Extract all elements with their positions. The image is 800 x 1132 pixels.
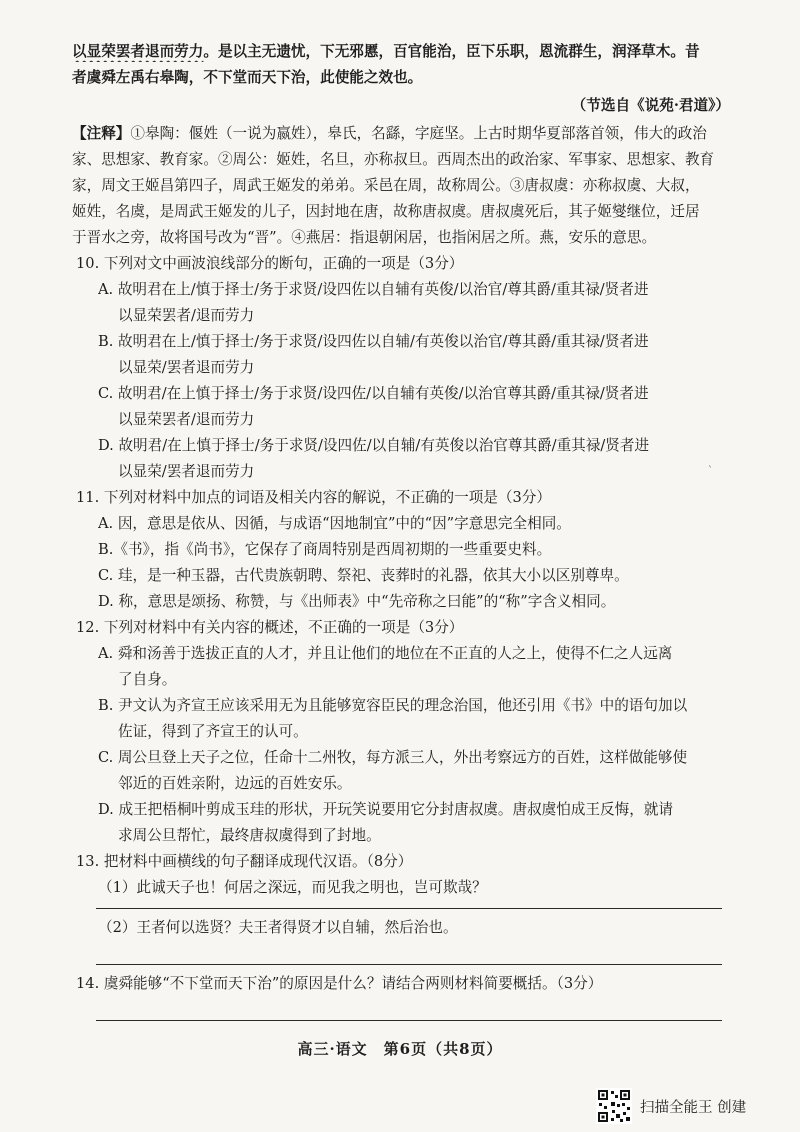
q10-title: 10. 下列对文中画波浪线部分的断句，正确的一项是（3分） xyxy=(76,255,464,272)
qr-code-icon xyxy=(596,1088,632,1124)
q11-option-b[interactable]: B.《书》，指《尚书》，它保存了商周特别是西周初期的一些重要史料。 xyxy=(98,541,552,558)
notes-line-1 xyxy=(72,124,732,144)
q11-option-a[interactable]: A. 因，意思是依从、因循，与成语“因地制宜”中的“因”字意思完全相同。 xyxy=(98,515,571,532)
page-footer: 高三·语文 第6页（共8页） xyxy=(297,1040,503,1058)
notes-line-4: 姬姓，名虞，是周武王姬发的儿子，因封地在唐，故称唐叔虞。唐叔虞死后，其子姬燮继位，迁居 xyxy=(72,203,700,220)
passage-source: （节选自《说苑·君道》） xyxy=(571,97,730,114)
q12-option-c-cont: 邻近的百姓亲附，边远的百姓安乐。 xyxy=(118,775,352,792)
q12-option-a-cont: 了自身。 xyxy=(118,671,177,688)
q11-title: 11. 下列对材料中加点的词语及相关内容的解说，不正确的一项是（3分） xyxy=(76,489,551,506)
q10-option-c-cont: 以显荣罢者/退而劳力 xyxy=(118,411,255,428)
q13-title: 13. 把材料中画横线的句子翻译成现代汉语。（8分） xyxy=(76,853,413,870)
passage-wavy-segment: 以显荣罢者退而劳力 xyxy=(72,43,204,60)
notes-line-2: 家、思想家、教育家。②周公：姬姓，名旦，亦称叔旦。西周杰出的政治家、军事家、思想家、教育 xyxy=(72,151,715,168)
passage-line-2: 者虞舜左禹右皋陶，不下堂而天下治，此使能之效也。 xyxy=(72,69,423,86)
q12-title: 12. 下列对材料中有关内容的概述，不正确的一项是（3分） xyxy=(76,619,464,636)
q12-option-d-cont: 求周公旦帮忙，最终唐叔虞得到了封地。 xyxy=(118,827,381,844)
scanner-watermark xyxy=(596,1088,746,1124)
q12-option-b[interactable]: B. 尹文认为齐宣王应该采用无为且能够宽容臣民的理念治国，他还引用《书》中的语句加以 xyxy=(98,697,688,714)
stray-mark-icon: ˋ xyxy=(708,466,713,477)
q10-option-d-cont: 以显荣/罢者退而劳力 xyxy=(118,463,255,480)
q12-option-a[interactable]: A. 舜和汤善于选拔正直的人才，并且让他们的地位在不正直的人之上，使得不仁之人远离 xyxy=(98,645,673,662)
q12-option-d[interactable]: D. 成王把梧桐叶剪成玉珪的形状，开玩笑说要用它分封唐叔虞。唐叔虞怕成王反悔，就请 xyxy=(98,801,674,818)
scanner-watermark-text: 扫描全能王 创建 xyxy=(640,1099,747,1116)
q10-option-c[interactable]: C. 故明君/在上慎于择士/务于求贤/设四佐/以自辅有英俊/以治官尊其爵/重其禄/贤者进 xyxy=(98,385,649,402)
q11-option-c[interactable]: C. 珪，是一种玉器，古代贵族朝聘、祭祀、丧葬时的礼器，依其大小以区别尊卑。 xyxy=(98,567,629,584)
q13-sub1-answer-line[interactable] xyxy=(96,908,722,909)
notes-label: 【注释】 xyxy=(72,125,131,142)
q11-option-d[interactable]: D. 称，意思是颂扬、称赞，与《出师表》中“先帝称之曰能”的“称”字含义相同。 xyxy=(98,593,616,610)
q10-option-b-cont: 以显荣/罢者退而劳力 xyxy=(118,359,255,376)
q13-sub2: （2）王者何以选贤？夫王者得贤才以自辅，然后治也。 xyxy=(98,919,458,936)
q10-option-b[interactable]: B. 故明君在上/慎于择士/务于求贤/设四佐以自辅/有英俊以治官/尊其爵/重其禄/贤者进 xyxy=(98,333,649,350)
q14-answer-line[interactable] xyxy=(96,1020,722,1021)
q12-option-b-cont: 佐证，得到了齐宣王的认可。 xyxy=(118,723,308,740)
q13-sub1: （1）此诚天子也！何居之深远，而见我之明也，岂可欺哉？ xyxy=(98,879,487,896)
passage-line-1-rest: 。是以主无遗忧，下无邪慝，百官能治，臣下乐职，恩流群生，润泽草木。昔 xyxy=(203,43,700,60)
notes-line-5: 于晋水之旁，故将国号改为“晋”。④燕居：指退朝闲居，也指闲居之所。燕，安乐的意思。 xyxy=(72,229,657,246)
q14-title: 14. 虞舜能够“不下堂而天下治”的原因是什么？请结合两则材料简要概括。（3分） xyxy=(76,975,603,992)
q10-option-d[interactable]: D. 故明君/在上慎于择士/务于求贤/设四佐/以自辅/有英俊以治官尊其爵/重其禄/贤者进 xyxy=(98,437,650,454)
q10-option-a[interactable]: A. 故明君在上/慎于择士/务于求贤/设四佐以自辅有英俊/以治官/尊其爵/重其禄/贤者进 xyxy=(98,281,649,298)
notes-line-3: 家，周文王姬昌第四子，周武王姬发的弟弟。采邑在周，故称周公。③唐叔虞：亦称叔虞、大叔， xyxy=(72,177,700,194)
passage-line-1 xyxy=(72,42,732,62)
q12-option-c[interactable]: C. 周公旦登上天子之位，任命十二州牧，每方派三人，外出考察远方的百姓，这样做能够使 xyxy=(98,749,688,766)
notes-text-1: ①皋陶：偃姓（一说为嬴姓），皋氏，名繇，字庭坚。上古时期华夏部落首领，伟大的政治 xyxy=(130,125,707,142)
q10-option-a-cont: 以显荣罢者/退而劳力 xyxy=(118,307,255,324)
q13-sub2-answer-line[interactable] xyxy=(96,964,722,965)
